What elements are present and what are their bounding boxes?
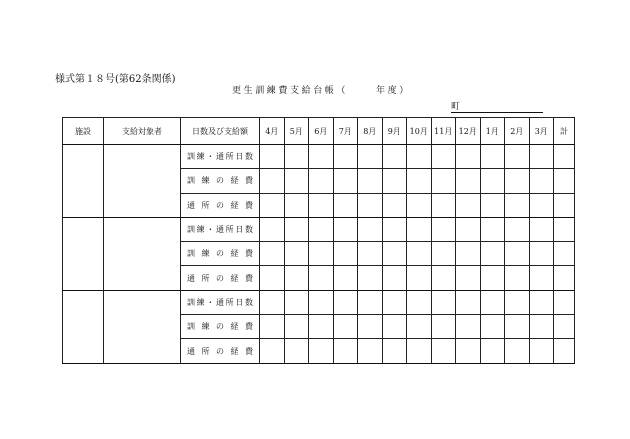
header-facility: 施設 [63, 118, 104, 145]
month-value-cell[interactable] [382, 242, 407, 266]
month-value-cell[interactable] [260, 169, 285, 193]
month-value-cell[interactable] [529, 193, 554, 217]
month-value-cell[interactable] [309, 217, 334, 241]
header-month: 1月 [480, 118, 505, 145]
month-value-cell[interactable] [284, 315, 309, 339]
table-row [63, 290, 575, 314]
month-value-cell[interactable] [358, 315, 383, 339]
header-month: 11月 [431, 118, 456, 145]
month-value-cell[interactable] [505, 242, 530, 266]
month-value-cell[interactable] [260, 339, 285, 363]
month-value-cell[interactable] [382, 315, 407, 339]
month-value-cell[interactable] [309, 169, 334, 193]
month-value-cell[interactable] [260, 193, 285, 217]
month-value-cell[interactable] [529, 315, 554, 339]
month-value-cell[interactable] [529, 145, 554, 169]
month-value-cell[interactable] [358, 290, 383, 314]
month-value-cell[interactable] [309, 315, 334, 339]
total-value-cell[interactable] [554, 169, 575, 193]
month-value-cell[interactable] [358, 193, 383, 217]
row-category-text: 通所の経費 [187, 200, 253, 210]
month-value-cell[interactable] [284, 145, 309, 169]
row-category-text: 訓練・通所日数 [187, 225, 253, 235]
month-value-cell[interactable] [456, 169, 481, 193]
month-value-cell[interactable] [284, 290, 309, 314]
month-value-cell[interactable] [529, 242, 554, 266]
month-value-cell[interactable] [505, 193, 530, 217]
recipient-cell[interactable] [104, 217, 181, 290]
month-value-cell[interactable] [382, 193, 407, 217]
header-month: 3月 [529, 118, 554, 145]
month-value-cell[interactable] [284, 217, 309, 241]
total-value-cell[interactable] [554, 339, 575, 363]
header-recipient: 支給対象者 [104, 118, 181, 145]
month-value-cell[interactable] [382, 290, 407, 314]
table-row [63, 145, 575, 169]
month-value-cell[interactable] [431, 217, 456, 241]
total-value-cell[interactable] [554, 266, 575, 290]
total-value-cell[interactable] [554, 290, 575, 314]
month-value-cell[interactable] [505, 315, 530, 339]
month-value-cell[interactable] [480, 145, 505, 169]
header-month: 4月 [260, 118, 285, 145]
month-value-cell[interactable] [333, 169, 358, 193]
month-value-cell[interactable] [382, 145, 407, 169]
month-value-cell[interactable] [431, 315, 456, 339]
month-value-cell[interactable] [480, 339, 505, 363]
month-value-cell[interactable] [284, 266, 309, 290]
town-label: 町 [451, 102, 461, 112]
month-value-cell[interactable] [431, 339, 456, 363]
month-value-cell[interactable] [382, 169, 407, 193]
facility-cell[interactable] [63, 145, 104, 218]
month-value-cell[interactable] [309, 290, 334, 314]
month-value-cell[interactable] [309, 193, 334, 217]
total-value-cell[interactable] [554, 193, 575, 217]
month-value-cell[interactable] [456, 290, 481, 314]
month-value-cell[interactable] [456, 266, 481, 290]
header-month: 8月 [358, 118, 383, 145]
month-value-cell[interactable] [431, 145, 456, 169]
month-value-cell[interactable] [505, 145, 530, 169]
row-category-text: 通所の経費 [187, 346, 253, 356]
month-value-cell[interactable] [456, 339, 481, 363]
month-value-cell[interactable] [309, 266, 334, 290]
month-value-cell[interactable] [309, 145, 334, 169]
month-value-cell[interactable] [456, 315, 481, 339]
month-value-cell[interactable] [480, 315, 505, 339]
month-value-cell[interactable] [358, 266, 383, 290]
month-value-cell[interactable] [480, 169, 505, 193]
month-value-cell[interactable] [431, 242, 456, 266]
month-value-cell[interactable] [309, 242, 334, 266]
row-category-label [181, 169, 260, 193]
header-month: 9月 [382, 118, 407, 145]
fiscal-year-suffix: 年度） [376, 86, 411, 96]
month-value-cell[interactable] [333, 290, 358, 314]
month-value-cell[interactable] [456, 217, 481, 241]
month-value-cell[interactable] [358, 145, 383, 169]
month-value-cell[interactable] [333, 315, 358, 339]
month-value-cell[interactable] [407, 339, 432, 363]
header-total: 計 [554, 118, 575, 145]
month-value-cell[interactable] [284, 242, 309, 266]
recipient-cell[interactable] [104, 145, 181, 218]
month-value-cell[interactable] [480, 290, 505, 314]
subsidy-ledger-table [62, 117, 575, 364]
month-value-cell[interactable] [260, 266, 285, 290]
month-value-cell[interactable] [456, 193, 481, 217]
total-value-cell[interactable] [554, 217, 575, 241]
month-value-cell[interactable] [284, 193, 309, 217]
row-category-label [181, 193, 260, 217]
header-month: 2月 [505, 118, 530, 145]
header-month: 6月 [309, 118, 334, 145]
row-category-label [181, 145, 260, 169]
month-value-cell[interactable] [284, 169, 309, 193]
month-value-cell[interactable] [260, 217, 285, 241]
month-value-cell[interactable] [358, 339, 383, 363]
header-category: 日数及び支給額 [181, 118, 260, 145]
month-value-cell[interactable] [529, 169, 554, 193]
header-month: 10月 [407, 118, 432, 145]
month-value-cell[interactable] [407, 290, 432, 314]
month-value-cell[interactable] [284, 339, 309, 363]
month-value-cell[interactable] [382, 339, 407, 363]
ledger-title [232, 83, 411, 96]
month-value-cell[interactable] [529, 290, 554, 314]
row-category-text: 訓練の経費 [187, 322, 253, 332]
row-category-text: 訓練の経費 [187, 249, 253, 259]
month-value-cell[interactable] [505, 169, 530, 193]
header-row [63, 118, 575, 145]
month-value-cell[interactable] [480, 266, 505, 290]
ledger-title-text: 更生訓練費支給台帳（ [232, 86, 349, 96]
month-value-cell[interactable] [333, 217, 358, 241]
month-value-cell[interactable] [431, 193, 456, 217]
month-value-cell[interactable] [480, 193, 505, 217]
month-value-cell[interactable] [505, 339, 530, 363]
row-category-text: 通所の経費 [187, 273, 253, 283]
month-value-cell[interactable] [407, 217, 432, 241]
month-value-cell[interactable] [260, 290, 285, 314]
row-category-label [181, 242, 260, 266]
month-value-cell[interactable] [529, 339, 554, 363]
row-category-text: 訓練の経費 [187, 176, 253, 186]
month-value-cell[interactable] [456, 242, 481, 266]
town-field [451, 99, 543, 113]
month-value-cell[interactable] [431, 266, 456, 290]
total-value-cell[interactable] [554, 145, 575, 169]
month-value-cell[interactable] [333, 339, 358, 363]
month-value-cell[interactable] [431, 169, 456, 193]
recipient-cell[interactable] [104, 290, 181, 363]
month-value-cell[interactable] [407, 193, 432, 217]
row-category-label [181, 339, 260, 363]
month-value-cell[interactable] [529, 217, 554, 241]
month-value-cell[interactable] [407, 266, 432, 290]
month-value-cell[interactable] [260, 145, 285, 169]
form-number: 様式第１８号(第62条関係) [55, 74, 176, 85]
row-category-label [181, 217, 260, 241]
month-value-cell[interactable] [407, 315, 432, 339]
month-value-cell[interactable] [309, 339, 334, 363]
row-category-label [181, 290, 260, 314]
header-month: 5月 [284, 118, 309, 145]
total-value-cell[interactable] [554, 242, 575, 266]
month-value-cell[interactable] [431, 290, 456, 314]
facility-cell[interactable] [63, 217, 104, 290]
row-category-text: 訓練・通所日数 [187, 297, 253, 307]
row-category-text: 訓練・通所日数 [187, 152, 253, 162]
month-value-cell[interactable] [505, 290, 530, 314]
table-row [63, 217, 575, 241]
month-value-cell[interactable] [333, 242, 358, 266]
month-value-cell[interactable] [260, 315, 285, 339]
month-value-cell[interactable] [333, 266, 358, 290]
month-value-cell[interactable] [529, 266, 554, 290]
row-category-label [181, 315, 260, 339]
month-value-cell[interactable] [358, 217, 383, 241]
total-value-cell[interactable] [554, 315, 575, 339]
header-month: 12月 [456, 118, 481, 145]
facility-cell[interactable] [63, 290, 104, 363]
month-value-cell[interactable] [382, 217, 407, 241]
month-value-cell[interactable] [480, 217, 505, 241]
month-value-cell[interactable] [407, 145, 432, 169]
month-value-cell[interactable] [333, 145, 358, 169]
month-value-cell[interactable] [505, 217, 530, 241]
month-value-cell[interactable] [480, 242, 505, 266]
month-value-cell[interactable] [260, 242, 285, 266]
month-value-cell[interactable] [407, 242, 432, 266]
month-value-cell[interactable] [333, 193, 358, 217]
month-value-cell[interactable] [407, 169, 432, 193]
row-category-label [181, 266, 260, 290]
month-value-cell[interactable] [358, 169, 383, 193]
month-value-cell[interactable] [358, 242, 383, 266]
month-value-cell[interactable] [456, 145, 481, 169]
month-value-cell[interactable] [505, 266, 530, 290]
header-month: 7月 [333, 118, 358, 145]
month-value-cell[interactable] [382, 266, 407, 290]
